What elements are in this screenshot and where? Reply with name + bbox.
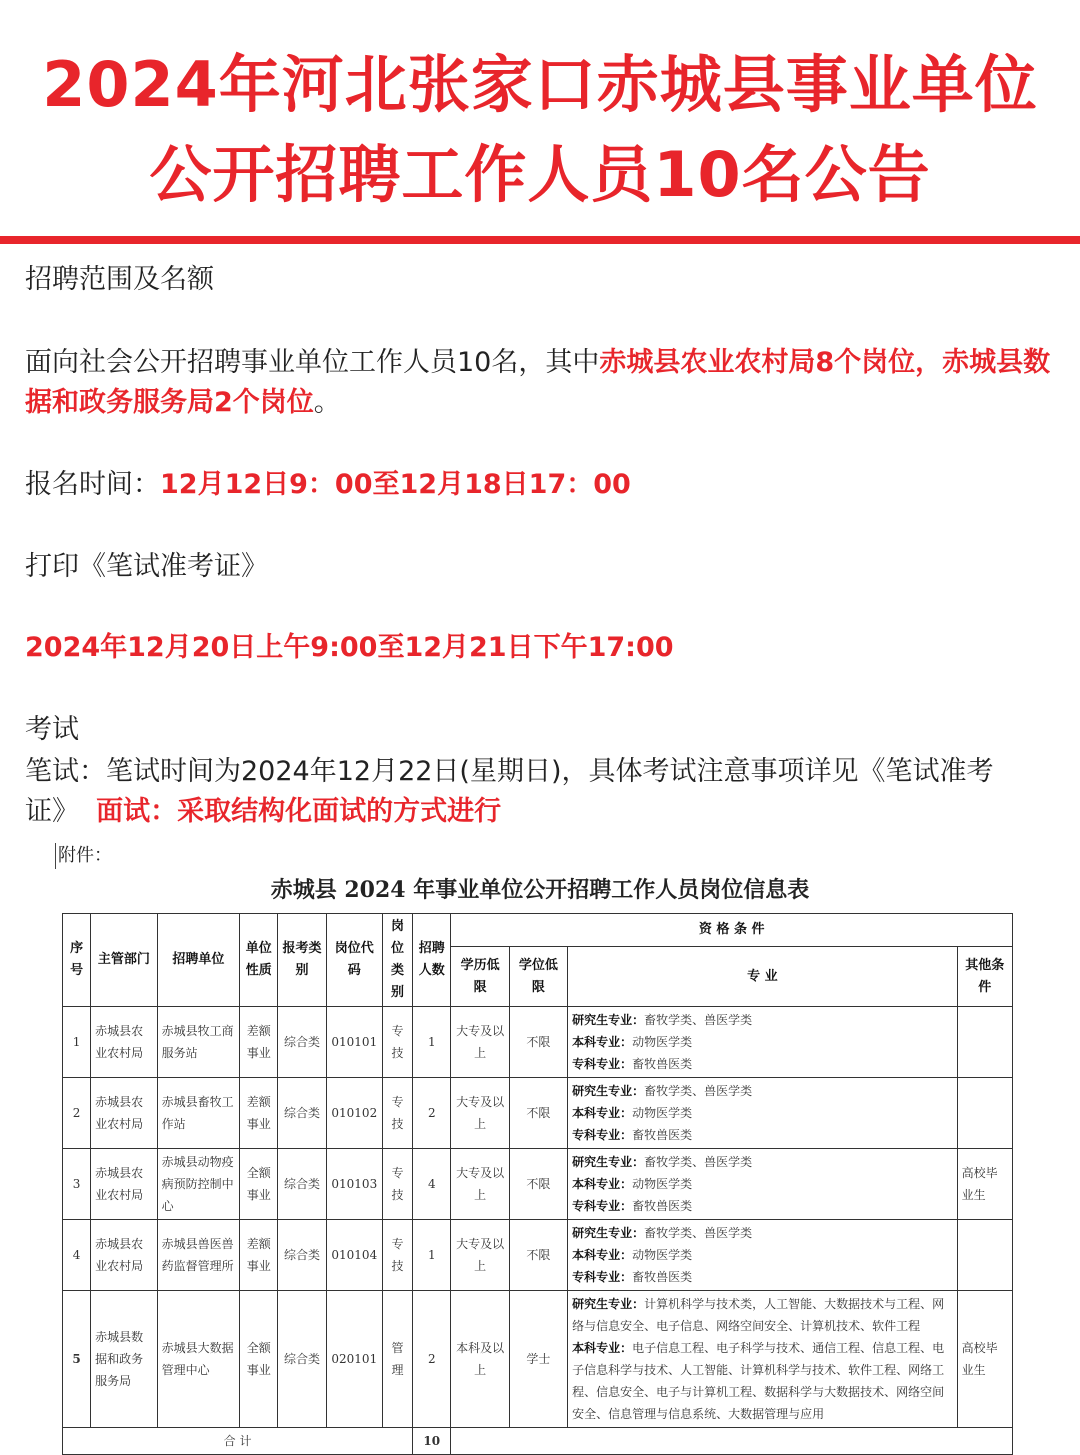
cell-other: 高校毕业生 — [957, 1291, 1012, 1428]
page-title — [0, 40, 1080, 220]
print-value: 2024年12月20日上午9:00至12月21日下午17:00 — [25, 632, 674, 663]
cell-category: 综合类 — [278, 1149, 326, 1220]
attachment-label: 附件： — [55, 843, 112, 869]
cell-category: 综合类 — [278, 1007, 326, 1078]
cell-post-type: 专技 — [382, 1220, 412, 1291]
cell-unit: 赤城县大数据管理中心 — [157, 1291, 240, 1428]
exam-paragraph — [25, 752, 1060, 832]
cell-count: 4 — [413, 1149, 451, 1220]
cell-degree: 不限 — [509, 1078, 567, 1149]
cell-major: 研究生专业：计算机科学与技术类，人工智能、大数据技术与工程、网络与信息安全、电子信息、网络空间安全、计算机技术、软件工程 本科专业：电子信息工程、电子科学与技术、通信工程、信息工程、电子信息科学与技术、人工智能、计算机科学与技术、软件工程、网络工程、信息安全、电子与计算机工程、数据科学与大数据技术、网络空间安全、信息管理与信息系统、大数据管理与应用 — [568, 1291, 957, 1428]
signup-label: 报名时间： — [25, 469, 160, 500]
cell-code: 010104 — [326, 1220, 382, 1291]
cell-other: 高校毕业生 — [957, 1149, 1012, 1220]
header-dept: 主管部门 — [91, 914, 157, 1007]
cell-dept: 赤城县数据和政务服务局 — [91, 1291, 157, 1428]
cell-major: 研究生专业：畜牧学类、兽医学类 本科专业：动物医学类 专科专业：畜牧兽医类 — [568, 1078, 957, 1149]
scope-highlight: 赤城县农业农村局8个岗位，赤城县数据和政务服务局2个岗位 — [25, 347, 1051, 418]
scope-heading: 招聘范围及名额 — [25, 264, 214, 295]
table-title: 赤城县 2024 年事业单位公开招聘工作人员岗位信息表 — [270, 877, 810, 903]
exam-heading: 考试 — [25, 714, 79, 745]
exam-text: 笔试：笔试时间为2024年12月22日(星期日)，具体考试注意事项详见《笔试准考证》 — [25, 756, 994, 827]
header-degree: 学位低限 — [509, 947, 567, 1007]
cell-no: 5 — [63, 1291, 91, 1428]
cell-unit: 赤城县兽医兽药监督管理所 — [157, 1220, 240, 1291]
positions-table — [62, 913, 1013, 1455]
cell-no: 3 — [63, 1149, 91, 1220]
cell-nature: 差额事业 — [240, 1078, 278, 1149]
header-nature: 单位性质 — [240, 914, 278, 1007]
table-row — [63, 1149, 1013, 1220]
cell-edu: 大专及以上 — [451, 1078, 509, 1149]
cell-code: 010103 — [326, 1149, 382, 1220]
total-value: 10 — [413, 1428, 451, 1455]
cell-degree: 不限 — [509, 1220, 567, 1291]
cell-dept: 赤城县农业农村局 — [91, 1007, 157, 1078]
cell-unit: 赤城县动物疫病预防控制中心 — [157, 1149, 240, 1220]
cell-code: 010102 — [326, 1078, 382, 1149]
signup-paragraph — [25, 465, 1060, 505]
title-line-2: 公开招聘工作人员10名公告 — [149, 138, 931, 211]
cell-no: 1 — [63, 1007, 91, 1078]
cell-nature: 全额事业 — [240, 1149, 278, 1220]
header-count: 招聘人数 — [413, 914, 451, 1007]
cell-no: 4 — [63, 1220, 91, 1291]
print-label: 打印《笔试准考证》 — [25, 551, 268, 582]
total-empty — [451, 1428, 1013, 1455]
cell-count: 1 — [413, 1220, 451, 1291]
header-edu: 学历低限 — [451, 947, 509, 1007]
header-unit: 招聘单位 — [157, 914, 240, 1007]
cell-nature: 全额事业 — [240, 1291, 278, 1428]
cell-nature: 差额事业 — [240, 1220, 278, 1291]
cell-degree: 不限 — [509, 1007, 567, 1078]
table-row — [63, 1291, 1013, 1428]
cell-category: 综合类 — [278, 1078, 326, 1149]
cell-dept: 赤城县农业农村局 — [91, 1078, 157, 1149]
cell-major: 研究生专业：畜牧学类、兽医学类 本科专业：动物医学类 专科专业：畜牧兽医类 — [568, 1149, 957, 1220]
title-divider — [0, 236, 1080, 244]
cell-dept: 赤城县农业农村局 — [91, 1220, 157, 1291]
cell-unit: 赤城县畜牧工作站 — [157, 1078, 240, 1149]
table-header-row — [63, 914, 1013, 947]
cell-post-type: 管理 — [382, 1291, 412, 1428]
header-code: 岗位代码 — [326, 914, 382, 1007]
cell-major: 研究生专业：畜牧学类、兽医学类 本科专业：动物医学类 专科专业：畜牧兽医类 — [568, 1220, 957, 1291]
cell-degree: 学士 — [509, 1291, 567, 1428]
table-row — [63, 1220, 1013, 1291]
cell-nature: 差额事业 — [240, 1007, 278, 1078]
cell-other — [957, 1078, 1012, 1149]
header-qualifications: 资 格 条 件 — [451, 914, 1013, 947]
cell-category: 综合类 — [278, 1291, 326, 1428]
cell-code: 020101 — [326, 1291, 382, 1428]
header-post-type: 岗位类别 — [382, 914, 412, 1007]
table-row — [63, 1078, 1013, 1149]
cell-edu: 大专及以上 — [451, 1149, 509, 1220]
cell-other — [957, 1220, 1012, 1291]
cell-dept: 赤城县农业农村局 — [91, 1149, 157, 1220]
cell-other — [957, 1007, 1012, 1078]
cell-count: 2 — [413, 1078, 451, 1149]
cell-count: 1 — [413, 1007, 451, 1078]
exam-interview: 面试：采取结构化面试的方式进行 — [96, 796, 502, 827]
scope-text: 面向社会公开招聘事业单位工作人员10名，其中 — [25, 347, 600, 378]
cell-no: 2 — [63, 1078, 91, 1149]
cell-edu: 本科及以上 — [451, 1291, 509, 1428]
total-label: 合 计 — [63, 1428, 413, 1455]
cell-unit: 赤城县牧工商服务站 — [157, 1007, 240, 1078]
cell-post-type: 专技 — [382, 1007, 412, 1078]
table-total-row — [63, 1428, 1013, 1455]
cell-post-type: 专技 — [382, 1078, 412, 1149]
header-no: 序号 — [63, 914, 91, 1007]
header-other: 其他条件 — [957, 947, 1012, 1007]
cell-code: 010101 — [326, 1007, 382, 1078]
cell-count: 2 — [413, 1291, 451, 1428]
title-line-1: 2024年河北张家口赤城县事业单位 — [42, 48, 1038, 121]
cell-post-type: 专技 — [382, 1149, 412, 1220]
table-row — [63, 1007, 1013, 1078]
header-major: 专 业 — [568, 947, 957, 1007]
cell-category: 综合类 — [278, 1220, 326, 1291]
cell-edu: 大专及以上 — [451, 1007, 509, 1078]
cell-edu: 大专及以上 — [451, 1220, 509, 1291]
cell-degree: 不限 — [509, 1149, 567, 1220]
cell-major: 研究生专业：畜牧学类、兽医学类 本科专业：动物医学类 专科专业：畜牧兽医类 — [568, 1007, 957, 1078]
scope-paragraph — [25, 343, 1060, 423]
header-category: 报考类别 — [278, 914, 326, 1007]
scope-end: 。 — [313, 387, 341, 418]
signup-value: 12月12日9：00至12月18日17：00 — [160, 469, 631, 500]
